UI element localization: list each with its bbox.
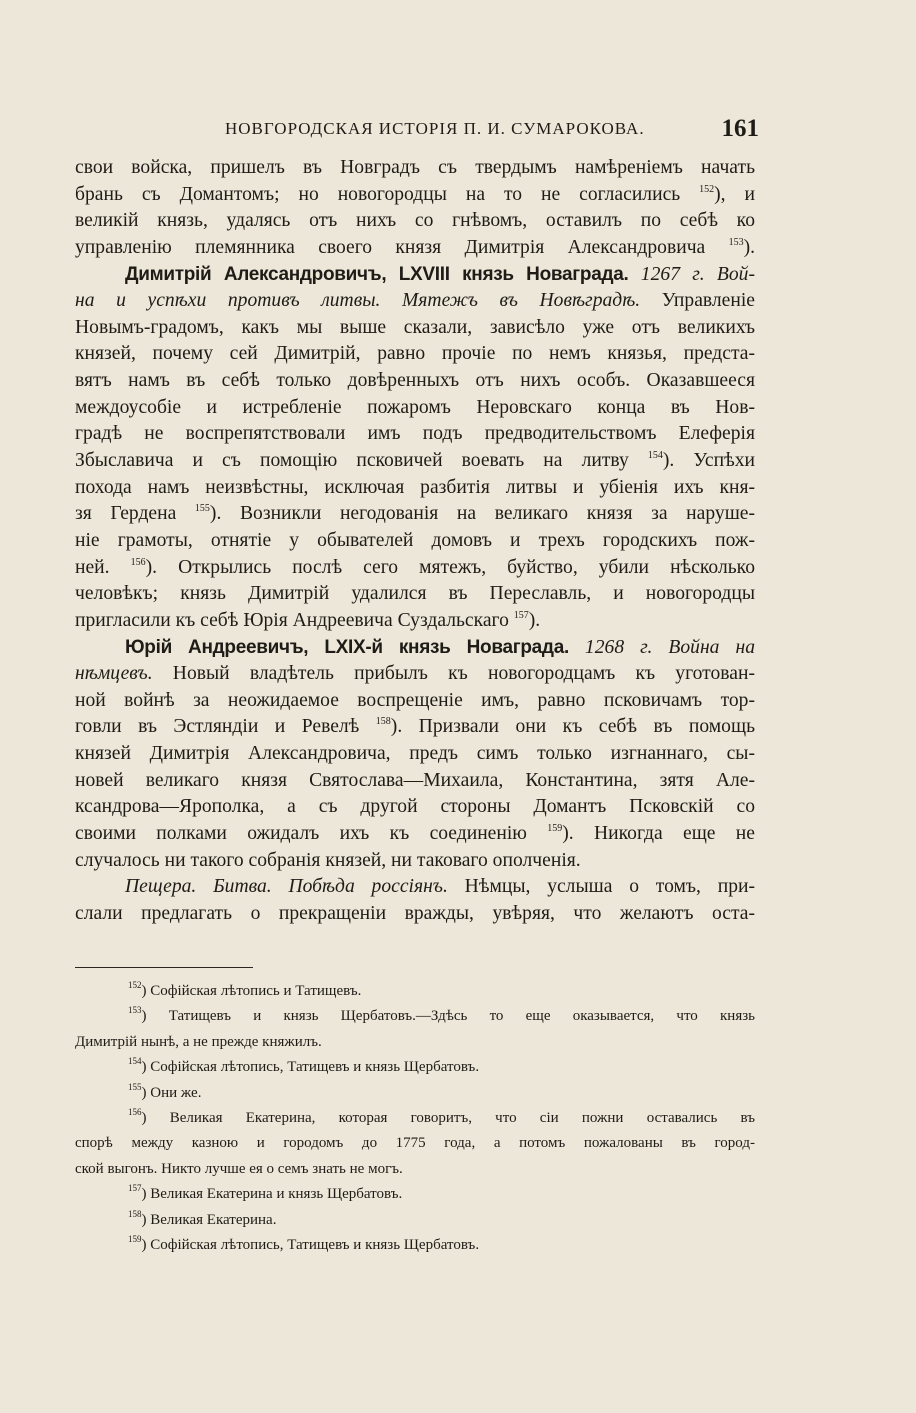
text-line: князей, почему сей Димитрій, равно прочіе по немъ князья, предста- (75, 343, 755, 365)
running-title: НОВГОРОДСКАЯ ИСТОРІЯ П. И. СУМАРОКОВА. (225, 119, 645, 138)
footnote: $^{152}$) Софійская лѣтопись и Татищевъ. (128, 980, 362, 999)
text-line: нѣмцевъ. Новый владѣтель прибылъ къ новогородцамъ къ уготован- (75, 663, 755, 685)
footnote-ref[interactable]: 152 (699, 183, 715, 195)
marginal-summary: на и успѣхи противъ литвы. Мятежъ въ Новѣградѣ. (75, 290, 641, 312)
text-line: ней. $^{156}$). Открылись послѣ сего мятежъ, буйство, убили нѣсколько (75, 556, 755, 578)
text-line: человѣкъ; князь Димитрій удалился въ Переславль, и новогородцы (75, 583, 755, 605)
footnote-ref[interactable]: 157 (513, 609, 529, 621)
footnote-ref[interactable]: 154 (647, 450, 663, 462)
footnotes (75, 979, 755, 1258)
text-line: управленію племянника своего князя Димитрія Александровича $^{153}$). (75, 236, 755, 258)
text-line: Пещера. Битва. Побѣда россіянъ. Нѣмцы, услыша о томъ, при- (125, 876, 755, 898)
text-line: ніе грамоты, отнятіе у обывателей домовъ и трехъ городскихъ пож- (75, 529, 755, 551)
footnote-ref[interactable]: 158 (375, 716, 391, 728)
footnote: $^{158}$) Великая Екатерина. (128, 1208, 277, 1228)
text-line: новей великаго князя Святослава—Михаила, Константина, зятя Але- (75, 769, 755, 791)
footnote-continuation: спорѣ между казною и городомъ до 1775 года, а потомъ пожалованы въ город- (75, 1135, 755, 1152)
text-line: междоусобіе и истребленіе пожаромъ Неровскаго конца въ Нов- (75, 396, 755, 418)
footnote: $^{156}$) Великая Екатерина, которая говоритъ, что сіи пожни оставались въ (128, 1106, 755, 1126)
text-line: ксандрова—Ярополка, а съ другой стороны Домантъ Псковскій со (75, 796, 755, 818)
text-line: случалось ни такого собранія князей, ни таковаго ополченія. (75, 849, 581, 871)
text-line: на и успѣхи противъ литвы. Мятежъ въ Новѣградѣ. Управленіе (75, 290, 755, 312)
text-line: князей Димитрія Александровича, предъ симъ только изгнаннаго, сы- (75, 743, 755, 765)
footnote: $^{154}$) Софійская лѣтопись, Татищевъ и князь Щербатовъ. (128, 1056, 480, 1076)
text-line: вятъ намъ въ себѣ только довѣренныхъ отъ нихъ особъ. Оказавшееся (75, 370, 755, 392)
text-line: градѣ не воспрепятствовали имъ подъ предводительствомъ Елеферія (75, 423, 755, 445)
text-line: пригласили къ себѣ Юрія Андреевича Суздальскаго $^{157}$). (75, 609, 541, 631)
main-text (75, 155, 755, 928)
marginal-summary: нѣмцевъ. (75, 663, 153, 685)
text-line: своими полками ожидалъ ихъ къ соединенію $^{159}$). Никогда еще не (75, 823, 755, 845)
footnote-divider (75, 967, 253, 968)
footnote: $^{157}$) Великая Екатерина и князь Щербатовъ. (128, 1183, 403, 1203)
footnote-ref[interactable]: 159 (547, 823, 563, 835)
text-line: свои войска, пришелъ въ Новградъ съ твердымъ намѣреніемъ начать (75, 157, 755, 178)
footnote: $^{159}$) Софійская лѣтопись, Татищевъ и князь Щербатовъ. (128, 1233, 480, 1253)
text-line: зя Гердена $^{155}$). Возникли негодованія на великаго князя за наруше- (75, 503, 755, 525)
footnote: $^{153}$) Татищевъ и князь Щербатовъ.—Здѣсь то еще оказывается, что князь (128, 1005, 755, 1025)
footnote: $^{155}$) Они же. (128, 1081, 202, 1101)
section-heading-line: Юрій Андреевичъ, LXIX-й князь Новаграда. 1268 г. Война на (125, 636, 755, 658)
footnote-continuation: Димитрій нынѣ, а не прежде княжилъ. (75, 1033, 322, 1050)
section-heading: Димитрій Александровичъ, LXVIII князь Новаграда. (125, 263, 629, 285)
footnote-ref[interactable]: 155 (194, 503, 210, 515)
section-heading-line: Димитрій Александровичъ, LXVIII князь Новаграда. 1267 г. Вой- (125, 263, 755, 285)
text-line: ной войнѣ за неожидаемое воспрещеніе имъ, равно псковичамъ тор- (75, 689, 755, 711)
section-heading: Юрій Андреевичъ, LXIX-й князь Новаграда. (125, 636, 569, 658)
footnote-ref[interactable]: 153 (728, 236, 744, 248)
text-line: Збыславича и съ помощію псковичей воевать на литву $^{154}$). Успѣхи (75, 450, 755, 472)
text-line: похода намъ неизвѣстны, исключая разбитія литвы и убіенія ихъ кня- (75, 476, 755, 498)
text-line: слали предлагать о прекращеніи вражды, увѣряя, что желаютъ оста- (75, 902, 755, 924)
text-line: великій князь, удалясь отъ нихъ со гнѣвомъ, оставилъ по себѣ ко (75, 210, 755, 232)
text-line: брань съ Домантомъ; но новогородцы на то не согласились $^{152}$), и (75, 183, 755, 205)
footnote-ref[interactable]: 156 (130, 556, 146, 568)
marginal-summary: Пещера. Битва. Побѣда россіянъ. (125, 876, 448, 898)
text-line: Новымъ-градомъ, какъ мы выше сказали, зависѣло уже отъ великихъ (75, 316, 755, 338)
page-number: 161 (721, 115, 759, 142)
footnote-continuation: ской выгонъ. Никто лучше ея о семъ знать не могъ. (75, 1160, 403, 1177)
running-header (75, 117, 765, 143)
text-line: говли въ Эстляндіи и Ревелѣ $^{158}$). Призвали они къ себѣ въ помощь (75, 716, 755, 738)
